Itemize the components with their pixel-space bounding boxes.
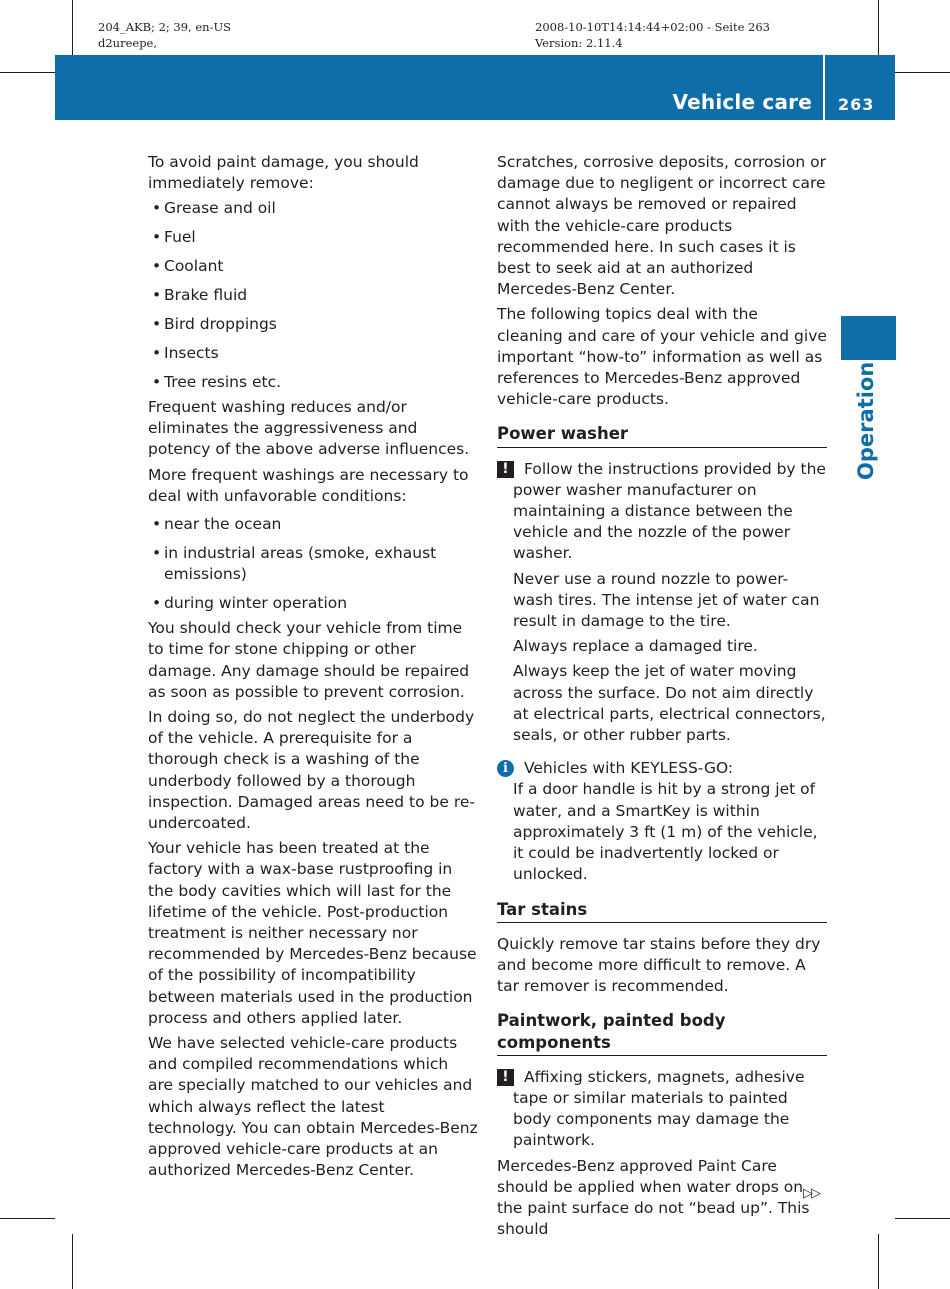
section-heading-paintwork: Paintwork, painted body components (497, 1010, 827, 1055)
keyless-go-info (497, 758, 827, 885)
info-icon: i (497, 760, 514, 777)
timestamp: 2008-10-10T14:14:44+02:00 - Seite 263 (535, 20, 770, 34)
warning-text: Always replace a damaged tire. (513, 637, 758, 656)
warning-text: Follow the instructions provided by the power washer manufacturer on maintaining a distance between the vehicle and the nozzle of the power washer. (513, 459, 826, 563)
paragraph: Your vehicle has been treated at the factory with a wax-base rustproofing in the body cavities which will last for the lifetime of the vehicle. Post-production treatment is neither necessary nor recommended by Mercedes-Benz because of the possibility of incompatibility between materials used in the production process and others applied later. (148, 839, 477, 1027)
print-meta-left (98, 19, 231, 51)
info-title: Vehicles with KEYLESS-GO: (524, 759, 734, 778)
paragraph: In doing so, do not neglect the underbody of the vehicle. A prerequisite for a thorough check is a washing of the underbody followed by a thorough inspection. Damaged areas need to be re-undercoated. (148, 707, 475, 832)
continue-marker: ▷▷ (803, 1186, 819, 1201)
warning-text: Never use a round nozzle to power-wash tires. The intense jet of water can result in damage to the tire. (513, 569, 820, 631)
paragraph: Mercedes-Benz approved Paint Care should be applied when water drops on the paint surface do not “bead up”. This should (497, 1156, 810, 1239)
list-item: • Fuel (148, 227, 478, 248)
paragraph: You should check your vehicle from time to time for stone chipping or other damage. Any damage should be repaired as soon as possible to prevent corrosion. (148, 619, 470, 701)
crop-mark (895, 72, 950, 73)
paragraph: Scratches, corrosive deposits, corrosion or damage due to negligent or incorrect care cannot always be removed or repaired with the vehicle-care products recommended here. In such cases it is best to seek aid at an authorized Mercedes-Benz Center. (497, 153, 826, 299)
list-item: • Insects (148, 343, 478, 364)
section-title: Vehicle care (672, 90, 812, 114)
crop-mark (72, 0, 73, 55)
list-item: • in industrial areas (smoke, exhaust emissions) (148, 543, 478, 585)
crop-mark (895, 1218, 950, 1219)
paintwork-warning (497, 1067, 827, 1152)
list-item: • near the ocean (148, 514, 478, 535)
paragraph: Frequent washing reduces and/or eliminates the aggressiveness and potency of the above adverse influences. (148, 397, 470, 459)
paragraph: More frequent washings are necessary to deal with unfavorable conditions: (148, 465, 469, 505)
power-washer-warning (497, 459, 827, 747)
list-item: • during winter operation (148, 593, 478, 614)
crop-mark (0, 72, 55, 73)
warning-icon: ! (497, 1069, 514, 1086)
conditions-list (148, 514, 478, 614)
list-item: • Tree resins etc. (148, 372, 478, 393)
paragraph: Quickly remove tar stains before they dry and become more difficult to remove. A tar remover is recommended. (497, 934, 821, 996)
crop-mark (0, 1218, 55, 1219)
list-item: • Brake fluid (148, 285, 478, 306)
warning-icon: ! (497, 461, 514, 478)
remove-list (148, 198, 478, 393)
section-heading-power-washer: Power washer (497, 423, 827, 447)
doc-code: 204_AKB; 2; 39, en-US (98, 20, 232, 34)
warning-text: Always keep the jet of water moving across the surface. Do not aim directly at electrical parts, electrical connectors, seals, or other rubber parts. (513, 662, 826, 745)
section-heading-tar-stains: Tar stains (497, 899, 827, 923)
list-item: • Coolant (148, 256, 478, 277)
crop-mark (878, 1234, 879, 1289)
header-divider (823, 55, 825, 120)
warning-text: Affixing stickers, magnets, adhesive tape or similar materials to painted body components may damage the paintwork. (513, 1067, 805, 1150)
page-number: 263 (838, 95, 875, 114)
side-tab-label: Operation (854, 361, 878, 480)
left-column (148, 152, 478, 1185)
crop-mark (878, 0, 879, 55)
side-tab-marker (841, 316, 896, 360)
list-item: • Bird droppings (148, 314, 478, 335)
paragraph: The following topics deal with the cleaning and care of your vehicle and give important “how-to” information as well as references to Mercedes-Benz approved vehicle-care products. (497, 305, 827, 409)
right-column (497, 152, 827, 1244)
print-meta-right (535, 19, 770, 51)
info-text: If a door handle is hit by a strong jet of water, and a SmartKey is within approximately 3 ft (1 m) of the vehicle, it could be inadvertently locked or unlocked. (513, 780, 818, 884)
crop-mark (72, 1234, 73, 1289)
version: Version: 2.11.4 (535, 36, 623, 50)
editor: d2ureepe, (98, 36, 158, 50)
list-item: • Grease and oil (148, 198, 478, 219)
paragraph: We have selected vehicle-care products and compiled recommendations which are specially matched to our vehicles and which always reflect the latest technology. You can obtain Mercedes-Benz approved vehicle-care products at an authorized Mercedes-Benz Center. (148, 1034, 478, 1180)
intro-paragraph: To avoid paint damage, you should immediately remove: (148, 153, 419, 193)
